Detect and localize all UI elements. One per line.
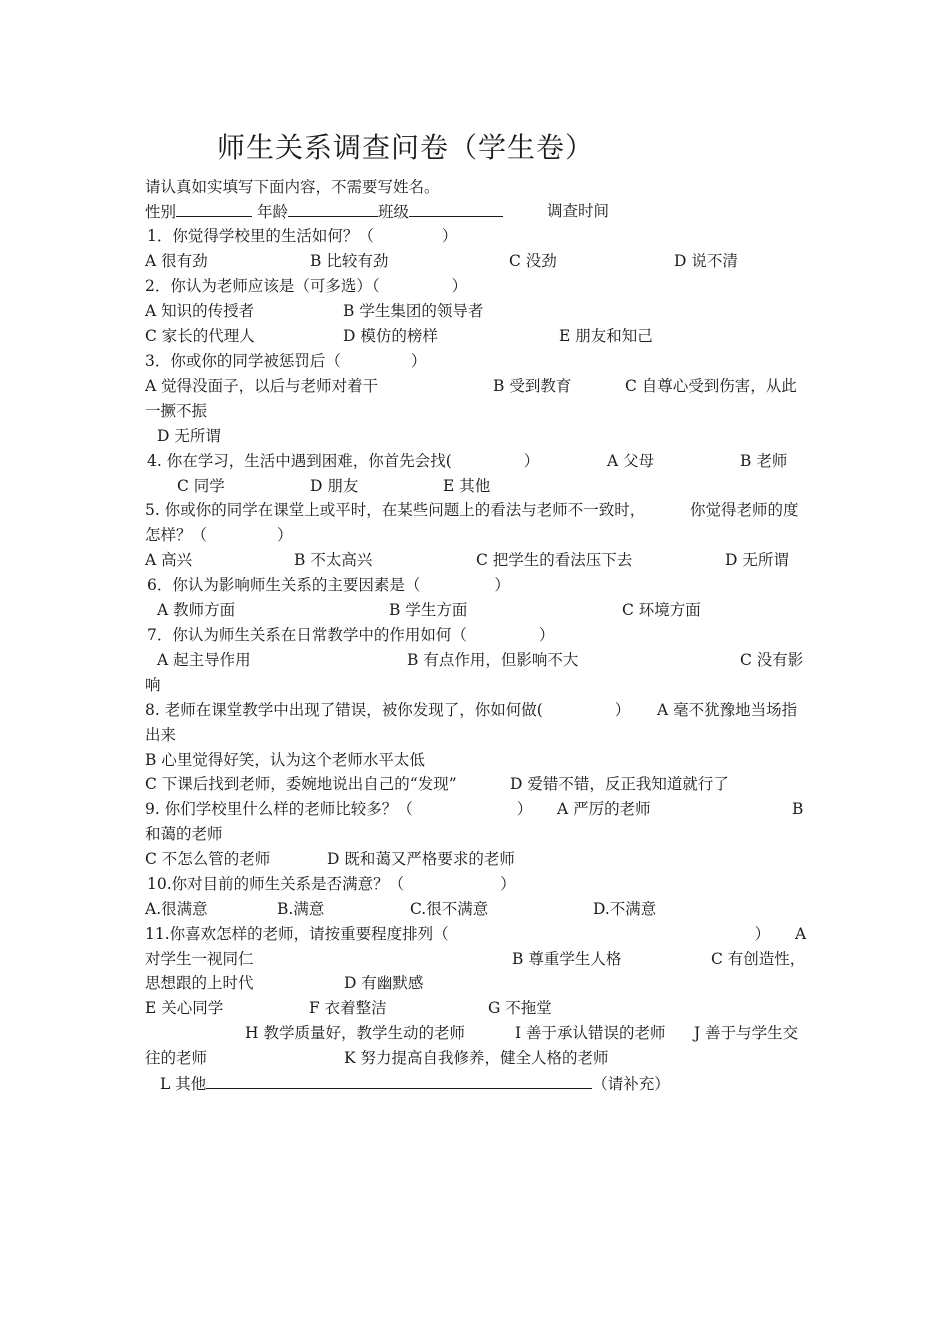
q3-option-a[interactable]: A 觉得没面子，以后与老师对着干 bbox=[145, 377, 379, 395]
q4-option-d[interactable]: D 朋友 bbox=[310, 477, 359, 495]
question-4 bbox=[147, 450, 539, 472]
grade-label: 班级 bbox=[377, 203, 409, 221]
q3-option-c-cont: 一撅不振 bbox=[145, 402, 208, 420]
q2-option-d[interactable]: D 模仿的榜样 bbox=[343, 327, 438, 345]
q11-option-l-label[interactable]: L 其他 bbox=[160, 1075, 207, 1093]
info-row bbox=[145, 200, 503, 223]
question-7 bbox=[147, 624, 554, 646]
question-2 bbox=[145, 275, 467, 297]
q9-option-d[interactable]: D 既和蔼又严格要求的老师 bbox=[327, 850, 515, 868]
q5-stem-end: 怎样？（ bbox=[145, 526, 208, 544]
q11-option-j-cont: 往的老师 bbox=[145, 1049, 208, 1067]
q9-option-c[interactable]: C 不怎么管的老师 bbox=[145, 850, 271, 868]
q1-close: ） bbox=[441, 227, 458, 245]
q1-option-b[interactable]: B 比较有劲 bbox=[310, 252, 389, 270]
q2-option-b[interactable]: B 学生集团的领导者 bbox=[343, 302, 484, 320]
q4-option-a[interactable]: A 父母 bbox=[607, 452, 655, 470]
q5-option-b[interactable]: B 不太高兴 bbox=[294, 551, 373, 569]
q7-close: ） bbox=[538, 626, 555, 644]
q1-option-d[interactable]: D 说不清 bbox=[674, 252, 738, 270]
q11-option-e[interactable]: E 关心同学 bbox=[145, 999, 224, 1017]
q11-option-l bbox=[160, 1072, 670, 1095]
q7-option-b[interactable]: B 有点作用，但影响不大 bbox=[407, 651, 579, 669]
q10-option-d[interactable]: D.不满意 bbox=[593, 900, 657, 918]
q2-option-c[interactable]: C 家长的代理人 bbox=[145, 327, 255, 345]
q11-option-i[interactable]: I 善于承认错误的老师 bbox=[515, 1024, 666, 1042]
q10-option-a[interactable]: A.很满意 bbox=[145, 900, 208, 918]
q4-option-e[interactable]: E 其他 bbox=[443, 477, 491, 495]
q10-option-b[interactable]: B.满意 bbox=[277, 900, 325, 918]
q3-close: ） bbox=[410, 352, 427, 370]
q8-option-a-cont: 出来 bbox=[145, 726, 177, 744]
question-10 bbox=[147, 873, 516, 895]
question-3 bbox=[145, 350, 426, 372]
q1-stem: 1．你觉得学校里的生活如何？（ bbox=[147, 227, 374, 245]
age-label: 年龄 bbox=[256, 203, 288, 221]
q11-close: ） bbox=[754, 925, 771, 943]
q9-close: ） bbox=[516, 800, 533, 818]
q6-stem: 6．你认为影响师生关系的主要因素是（ bbox=[147, 576, 421, 594]
survey-time-label: 调查时间 bbox=[547, 202, 610, 220]
q11-stem: 11.你喜欢怎样的老师，请按重要程度排列（ bbox=[145, 925, 449, 943]
q2-option-e[interactable]: E 朋友和知己 bbox=[559, 327, 653, 345]
q11-option-d[interactable]: D 有幽默感 bbox=[344, 974, 424, 992]
q11-other-note: （请补充） bbox=[592, 1075, 670, 1093]
q10-option-c[interactable]: C.很不满意 bbox=[410, 900, 489, 918]
q11-option-g[interactable]: G 不拖堂 bbox=[488, 999, 552, 1017]
q11-option-f[interactable]: F 衣着整洁 bbox=[309, 999, 387, 1017]
q3-stem: 3．你或你的同学被惩罚后（ bbox=[145, 352, 341, 370]
q6-option-b[interactable]: B 学生方面 bbox=[389, 601, 468, 619]
question-5-cont: 你觉得老师的度 bbox=[690, 501, 799, 519]
q2-option-a[interactable]: A 知识的传授者 bbox=[145, 302, 255, 320]
q11-option-a[interactable]: A bbox=[795, 925, 807, 943]
q11-option-c-cont: 思想跟的上时代 bbox=[145, 974, 254, 992]
q5-option-d[interactable]: D 无所谓 bbox=[725, 551, 789, 569]
q4-stem: 4. 你在学习，生活中遇到困难，你首先会找( bbox=[147, 452, 452, 470]
q7-option-c[interactable]: C 没有影 bbox=[740, 651, 804, 669]
q9-stem: 9. 你们学校里什么样的老师比较多？（ bbox=[145, 800, 413, 818]
q9-option-b[interactable]: B bbox=[792, 800, 804, 818]
question-1 bbox=[147, 225, 457, 247]
q7-stem: 7．你认为师生关系在日常教学中的作用如何（ bbox=[147, 626, 467, 644]
age-blank[interactable] bbox=[288, 200, 378, 217]
q4-option-c[interactable]: C 同学 bbox=[177, 477, 225, 495]
question-8 bbox=[145, 699, 630, 721]
q6-option-a[interactable]: A 教师方面 bbox=[157, 601, 236, 619]
grade-blank[interactable] bbox=[409, 200, 503, 217]
q11-other-blank[interactable] bbox=[206, 1072, 592, 1089]
q8-option-d[interactable]: D 爱错不错，反正我知道就行了 bbox=[510, 775, 729, 793]
q7-option-c-cont: 响 bbox=[145, 676, 161, 694]
q8-stem: 8. 老师在课堂教学中出现了错误，被你发现了，你如何做( bbox=[145, 701, 543, 719]
q7-option-a[interactable]: A 起主导作用 bbox=[157, 651, 251, 669]
q10-stem: 10.你对目前的师生关系是否满意？（ bbox=[147, 875, 405, 893]
q11-option-a-cont: 对学生一视同仁 bbox=[145, 950, 254, 968]
q1-option-c[interactable]: C 没劲 bbox=[509, 252, 557, 270]
q11-option-h[interactable]: H 教学质量好，教学生动的老师 bbox=[245, 1024, 465, 1042]
question-5-line2 bbox=[145, 524, 293, 546]
q3-option-b[interactable]: B 受到教育 bbox=[493, 377, 572, 395]
q3-option-d[interactable]: D 无所谓 bbox=[157, 427, 221, 445]
gender-blank[interactable] bbox=[176, 200, 252, 217]
q4-close: ） bbox=[523, 452, 540, 470]
q5-close: ） bbox=[277, 526, 293, 544]
q11-option-b[interactable]: B 尊重学生人格 bbox=[512, 950, 622, 968]
q8-option-a[interactable]: A 毫不犹豫地当场指 bbox=[657, 701, 798, 719]
q8-option-c[interactable]: C 下课后找到老师，委婉地说出自己的“发现” bbox=[145, 775, 457, 793]
q5-option-a[interactable]: A 高兴 bbox=[145, 551, 193, 569]
q11-option-k[interactable]: K 努力提高自我修养，健全人格的老师 bbox=[344, 1049, 609, 1067]
intro-text: 请认真如实填写下面内容，不需要写姓名。 bbox=[145, 178, 440, 196]
q3-option-c[interactable]: C 自尊心受到伤害，从此 bbox=[625, 377, 797, 395]
q1-option-a[interactable]: A 很有劲 bbox=[145, 252, 208, 270]
q10-close: ） bbox=[500, 875, 516, 893]
question-6 bbox=[147, 574, 510, 596]
q9-option-a[interactable]: A 严厉的老师 bbox=[557, 800, 651, 818]
q8-close: ） bbox=[614, 701, 631, 719]
q11-option-c[interactable]: C 有创造性， bbox=[711, 950, 806, 968]
page-title: 师生关系调查问卷（学生卷） bbox=[217, 131, 595, 164]
q2-close: ） bbox=[451, 277, 468, 295]
question-5: 5. 你或你的同学在课堂上或平时，在某些问题上的看法与老师不一致时， bbox=[145, 501, 646, 519]
q11-option-j[interactable]: J 善于与学生交 bbox=[694, 1024, 799, 1042]
q6-close: ） bbox=[494, 576, 510, 594]
q6-option-c[interactable]: C 环境方面 bbox=[622, 601, 701, 619]
q5-option-c[interactable]: C 把学生的看法压下去 bbox=[476, 551, 633, 569]
q9-option-b-cont: 和蔼的老师 bbox=[145, 825, 223, 843]
question-9 bbox=[145, 798, 532, 820]
question-11 bbox=[145, 923, 770, 945]
q2-stem: 2．你认为老师应该是（可多选）（ bbox=[145, 277, 380, 295]
q8-option-b[interactable]: B 心里觉得好笑，认为这个老师水平太低 bbox=[145, 751, 425, 769]
gender-label: 性别 bbox=[145, 203, 177, 221]
q4-option-b[interactable]: B 老师 bbox=[740, 452, 788, 470]
